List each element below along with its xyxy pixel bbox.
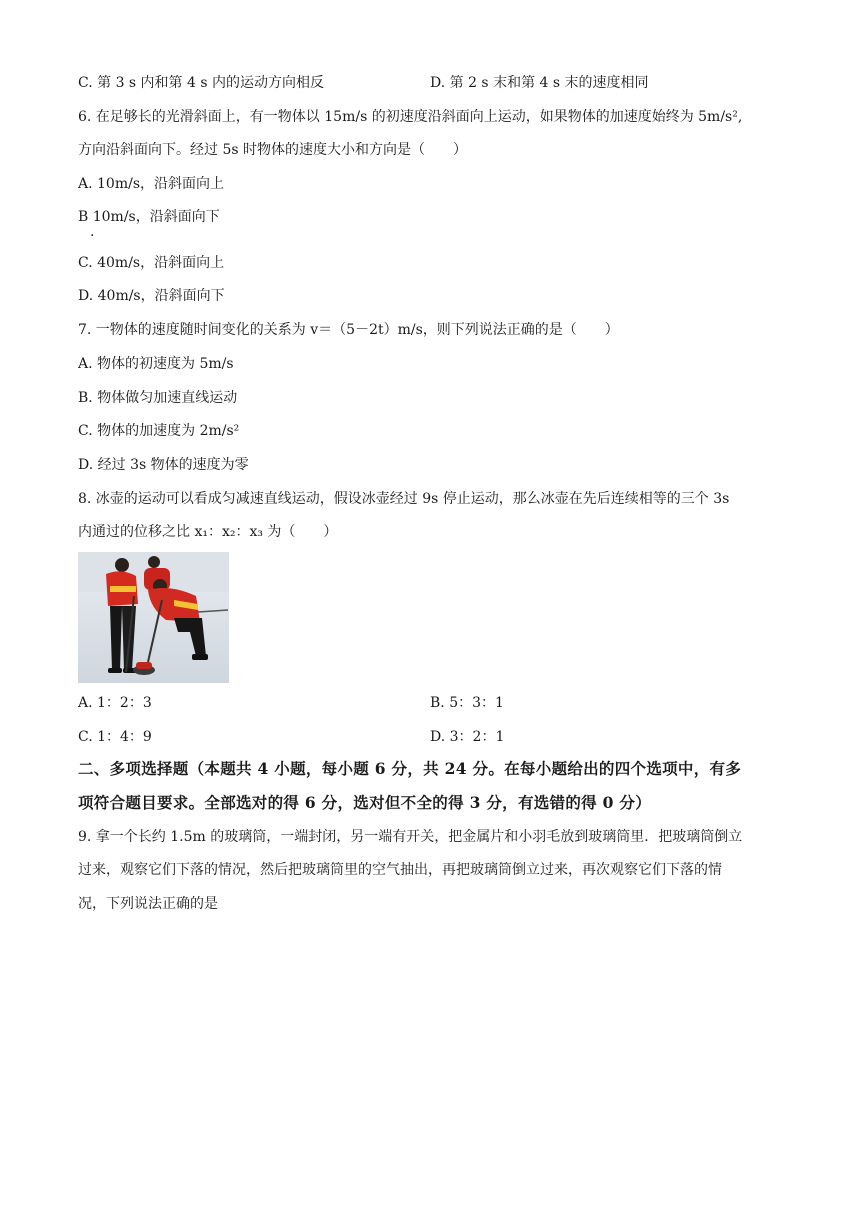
q6-option-b: B 10m/s，沿斜面向下 [78, 209, 220, 225]
q5-option-d: D. 第 2 s 末和第 4 s 末的速度相同 [430, 75, 649, 91]
q8-option-c: C. 1：4：9 [78, 729, 152, 745]
q8-option-b: B. 5：3：1 [430, 695, 504, 711]
q7-option-d: D. 经过 3s 物体的速度为零 [78, 457, 249, 473]
q6-stem-line2: 方向沿斜面向下。经过 5s 时物体的速度大小和方向是（ ） [78, 142, 467, 158]
q9-stem-line2: 过来，观察它们下落的情况，然后把玻璃筒里的空气抽出，再把玻璃筒倒立过来，再次观察它们下落的情 [78, 862, 722, 878]
section-2-title-line1: 二、多项选择题（本题共 4 小题，每小题 6 分，共 24 分。在每小题给出的四个选项中，有多 [78, 759, 742, 778]
q6-option-a: A. 10m/s，沿斜面向上 [78, 176, 225, 192]
q9-stem-line1: 9. 拿一个长约 1.5m 的玻璃筒，一端封闭，另一端有开关，把金属片和小羽毛放到玻璃筒里．把玻璃筒倒立 [78, 829, 743, 845]
q8-stem-line2: 内通过的位移之比 x₁：x₂：x₃ 为（ ） [78, 524, 338, 540]
curling-photo [78, 552, 229, 683]
q5-option-c: C. 第 3 s 内和第 4 s 内的运动方向相反 [78, 75, 324, 91]
q7-option-c: C. 物体的加速度为 2m/s² [78, 423, 240, 439]
section-2-title-line2: 项符合题目要求。全部选对的得 6 分，选对但不全的得 3 分，有选错的得 0 分） [78, 793, 652, 812]
q8-stem-line1: 8. 冰壶的运动可以看成匀减速直线运动，假设冰壶经过 9s 停止运动，那么冰壶在先后连续相等的三个 3s [78, 491, 730, 507]
q8-option-d: D. 3：2：1 [430, 729, 505, 745]
q9-stem-line3: 况，下列说法正确的是 [78, 896, 218, 912]
q6-stem-line1: 6. 在足够长的光滑斜面上，有一物体以 15m/s 的初速度沿斜面向上运动，如果物体的加速度始终为 5m/s², [78, 109, 743, 125]
q8-option-a: A. 1：2：3 [78, 695, 152, 711]
q7-option-b: B. 物体做匀加速直线运动 [78, 390, 238, 406]
q6-option-d: D. 40m/s，沿斜面向下 [78, 288, 225, 304]
stray-mark: . [90, 224, 95, 240]
q7-stem: 7. 一物体的速度随时间变化的关系为 v＝（5－2t）m/s，则下列说法正确的是（ ） [78, 322, 619, 338]
q6-option-c: C. 40m/s，沿斜面向上 [78, 255, 225, 271]
q7-option-a: A. 物体的初速度为 5m/s [78, 356, 234, 372]
